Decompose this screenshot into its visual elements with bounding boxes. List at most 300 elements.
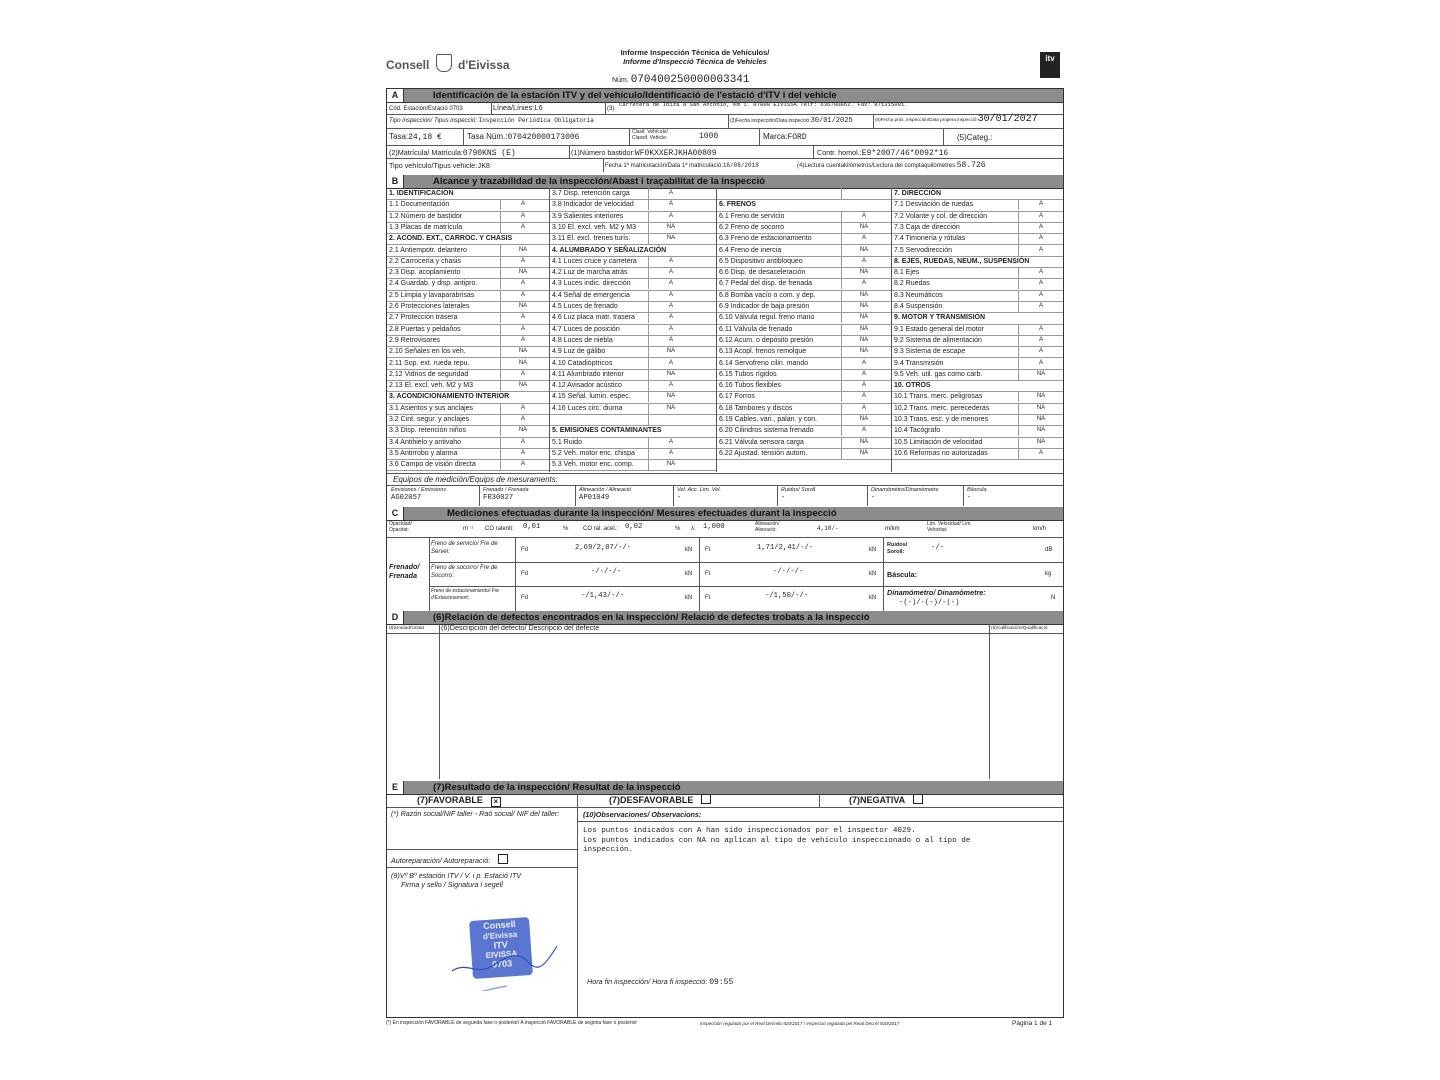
itv-logo-text: itv: [1045, 54, 1055, 63]
inspection-item-label: 8.2 Ruedas: [894, 280, 930, 288]
title-es: Informe Inspección Técnica de Vehículos/: [620, 48, 770, 57]
inspection-item-result: A: [1038, 235, 1043, 242]
hora-fin: [587, 977, 733, 987]
fecha-proxima: [875, 116, 1038, 124]
inspection-item-result: NA: [859, 336, 869, 343]
servicio-fd-unit: kN: [685, 547, 693, 553]
inspection-item-result: A: [668, 257, 673, 264]
inspection-item-result: A: [1038, 246, 1043, 253]
equipo-cell: [483, 486, 529, 503]
crest-icon: [436, 54, 452, 72]
opacidad-label: Opacidad/ Opacitat:: [389, 521, 412, 533]
bastidor: [571, 148, 717, 158]
equipo-label: Emisiones / Emissions: [391, 487, 447, 493]
tasa-num: [467, 132, 579, 143]
inspection-item-label: 10.1 Trans. merc. peligrosas: [894, 393, 983, 401]
matricula-label: (2)Matrícula/ Matrícula:: [389, 148, 463, 157]
bastidor-value: WF0KXXERJKHA00809: [634, 149, 717, 158]
inspection-item-label: 1. IDENTIFICACIÓN: [389, 190, 454, 197]
tipo-inspeccion: [389, 117, 594, 125]
section-d-title: (6)Relación de defectos encontrados en la inspección/ Relació de defectes trobats a la inspecció: [433, 612, 870, 623]
logo-consell: [386, 54, 510, 72]
estac-fd-label: Fd: [521, 595, 529, 601]
inspection-item-result: A: [520, 370, 525, 377]
desfavorable-option[interactable]: [609, 794, 711, 806]
hora-label: Hora fin inspección/ Hora fi inspecció:: [587, 977, 708, 986]
col-unidad: (6)Unidad/Unitat: [389, 626, 424, 631]
inspection-item-result: A: [861, 382, 866, 389]
inspection-item-result: NA: [518, 303, 528, 309]
inspection-item-result: A: [1038, 280, 1043, 287]
inspection-item-label: 6.1 Freno de servicio: [719, 212, 785, 220]
inspection-item-label: 4.7 Luces de posición: [552, 325, 620, 333]
inspection-item-label: 7.5 Servodirección: [894, 246, 952, 254]
servicio-ft-unit: kN: [869, 547, 877, 553]
logo-left-text: Consell: [386, 58, 430, 72]
inspection-item-label: 5.2 Veh. motor enc. chispa: [552, 449, 635, 457]
inspection-item-label: 3.1 Asientos y sus anclajes: [389, 404, 474, 412]
inspection-item-label: 4.10 Catadióptricos: [552, 359, 613, 367]
section-b-letter: B: [387, 175, 404, 188]
inspection-item-label: 4.4 Señal de emergencia: [552, 291, 630, 299]
section-c-letter: C: [387, 507, 404, 520]
inspection-item-result: A: [1038, 325, 1043, 332]
inspection-item-result: A: [1038, 201, 1043, 208]
vb-estacion: (9)Vº Bº estación ITV / V. i p. Estació ITV: [391, 871, 522, 880]
equipo-label: Vel. Acc. Lim. Vel.: [677, 487, 722, 493]
inspection-item-label: 6.10 Válvula regul. freno mano: [719, 314, 815, 322]
fecha-matric-value: 16/08/2018: [722, 162, 759, 169]
equipo-label: Ruidos/ Soroll: [781, 487, 816, 493]
inspection-item-label: 9.1 Estado general del motor: [894, 325, 984, 333]
stamp-line-3: ITV: [493, 939, 509, 951]
inspection-item-result: A: [520, 461, 525, 468]
servicio-fd-label: Fd: [521, 547, 529, 553]
footer-regulation: Inspección regulada por el Real Decreto 920/2017 / Inspecció regulada pel Reial Decret 920/2017: [700, 1021, 900, 1026]
inspection-item-label: 6.22 Ajustad. tensión autom.: [719, 449, 808, 457]
cuenta-km-value: 58.726: [956, 161, 986, 170]
equipo-value: AP01049: [579, 494, 610, 502]
inspection-item-result: A: [1038, 223, 1043, 230]
inspection-item-label: 3.5 Antirrobo y alarma: [389, 449, 458, 457]
equipo-value: -: [781, 494, 786, 502]
inspection-item-label: 8.4 Suspensión: [894, 303, 943, 310]
inspection-item-label: 2.6 Protecciones laterales: [389, 303, 470, 310]
section-b-header: [387, 175, 1063, 189]
inspection-item-result: A: [520, 291, 525, 298]
inspection-item-result: NA: [859, 223, 869, 230]
tasa: [389, 132, 442, 143]
inspection-item-label: 3.4 Antihielo y antivaho: [389, 438, 461, 446]
homologacion: [817, 148, 948, 158]
inspection-item-label: 9.2 Sistema de alimentación: [894, 336, 982, 344]
inspection-item-label: 6.6 Disp. de desaceleración: [719, 269, 806, 277]
inspection-item-result: NA: [859, 303, 869, 309]
fecha-insp-label: (3)Fecha inspección/Data inspecció:: [730, 118, 811, 124]
col-descripcion: (6)Descripción del defecto/ Descripció del defecte: [441, 623, 600, 632]
inspection-item-label: 2.3 Disp. acoplamiento: [389, 269, 461, 277]
inspection-item-label: 6.5 Dispositivo antibloqueo: [719, 257, 803, 265]
tasa-label: Tasa:: [389, 132, 409, 141]
negativa-label: (7)NEGATIVA: [849, 795, 906, 805]
inspection-item-result: NA: [1036, 370, 1046, 377]
inspection-item-result: A: [668, 190, 673, 196]
inspection-item-result: NA: [518, 359, 528, 366]
inspection-item-label: 9.3 Sistema de escape: [894, 348, 966, 356]
inspection-item-result: A: [520, 212, 525, 219]
co-acel-value: 0,02: [625, 523, 643, 531]
marca-label: Marca:: [763, 132, 788, 141]
inspection-item-label: 4. ALUMBRADO Y SEÑALIZACIÓN: [552, 246, 667, 254]
stamp-line-2: d'Eivissa: [482, 929, 518, 942]
section-a-title: Identificación de la estación ITV y del vehículo/Identificació de l'estació d'ITV i del vehicle: [433, 90, 837, 101]
inspection-item-result: NA: [666, 393, 676, 400]
socorro-ft-value: -/-/-/-: [773, 568, 804, 576]
inspection-item-result: A: [520, 314, 525, 321]
inspection-item-label: 6.17 Forros: [719, 393, 755, 401]
equipo-cell: [677, 486, 721, 503]
estac-ft-unit: kN: [869, 595, 877, 601]
inspection-item-result: A: [861, 257, 866, 264]
direccion-num: (3): [607, 106, 615, 112]
dinam-label: Dinamómetro/ Dinamòmetre:: [887, 588, 986, 597]
inspection-item-label: 2.12 Vidrios de seguridad: [389, 370, 469, 378]
inspection-item-result: A: [520, 280, 525, 287]
inspection-item-label: 10.6 Reformas no autorizadas: [894, 449, 988, 457]
marca-value: FORD: [787, 133, 807, 142]
inspection-item-label: 10.5 Limitación de velocidad: [894, 438, 983, 446]
inspection-item-label: 7.2 Volante y col. de dirección: [894, 212, 988, 220]
inspection-item-label: 1.1 Documentación: [389, 201, 450, 209]
co-ralenti-value: 0,01: [523, 523, 541, 531]
ruidos-value: -/-: [931, 544, 944, 552]
tipo-inspeccion-label: Tipo inspección/ Tipus inspecció:: [389, 118, 477, 124]
inspection-item-result: A: [861, 393, 866, 400]
servicio-label: Freno de servicio/ Fre de Servei:: [431, 541, 498, 555]
inspection-item-result: A: [520, 257, 525, 264]
equipo-value: FR30027: [483, 494, 514, 502]
inspection-item-result: NA: [666, 223, 676, 230]
linea: [493, 103, 543, 114]
inspection-item-label: 10.2 Trans. merc. perecederas: [894, 404, 990, 412]
inspection-item-result: A: [1038, 212, 1043, 219]
alineacion-unit: m/km: [885, 526, 900, 532]
signature-icon: [447, 931, 567, 991]
inspection-item-result: NA: [1036, 438, 1046, 445]
autoreparacion: [391, 854, 508, 865]
inspection-item-label: 2.1 Antiempotr. delantero: [389, 246, 467, 254]
inspection-item-result: NA: [518, 246, 528, 253]
itv-logo-icon: [1040, 52, 1060, 78]
section-e-title: (7)Resultado de la inspección/ Resultat de la inspecció: [433, 782, 681, 793]
autorep-label: Autoreparación/ Autoreparació:: [391, 856, 491, 865]
inspection-item-label: 6.9 Indicador de baja presión: [719, 303, 810, 310]
equipo-cell: [391, 486, 446, 503]
inspection-item-label: 6.8 Bomba vacío o com. y dep.: [719, 291, 816, 299]
inspection-item-label: 2.8 Puertas y peldaños: [389, 325, 461, 333]
stamp-line-5: 0703: [491, 958, 513, 970]
inspection-item-result: A: [668, 438, 673, 445]
inspection-form: [386, 88, 1064, 1018]
section-b-title: Alcance y trazabilidad de la inspección/Abast i traçabilitat de la inspecció: [433, 176, 766, 187]
cuentakilometros: [797, 162, 986, 170]
inspection-item-label: 6.4 Freno de inercia: [719, 246, 782, 254]
inspection-item-label: 10.4 Tacógrafo: [894, 427, 941, 435]
inspection-item-result: A: [861, 427, 866, 434]
inspection-item-result: A: [861, 212, 866, 219]
ruidos-unit: dB: [1045, 547, 1053, 553]
inspection-row: [550, 459, 716, 471]
inspection-item-result: A: [520, 416, 525, 422]
inspection-item-label: 1.3 Placas de matrícula: [389, 223, 463, 231]
inspection-item-result: A: [520, 449, 525, 456]
dinam-value: -(-)/-(-)/-(-): [899, 599, 960, 607]
inspection-item-result: A: [668, 449, 673, 456]
inspection-item-result: A: [668, 303, 673, 309]
inspection-item-label: 2. ACOND. EXT., CARROC. Y CHASIS: [389, 235, 513, 243]
firma-sello: Firma y sello / Signatura i segell: [401, 880, 503, 889]
co-ralenti-label: CO ralentí:: [485, 526, 515, 532]
inspection-item-label: 4.12 Avisador acústico: [552, 382, 622, 390]
socorro-fd-label: Fd: [521, 571, 529, 577]
equipo-value: AG02057: [391, 494, 422, 502]
inspection-item-label: 8. EJES, RUEDAS, NEUM., SUSPENSIÓN: [894, 257, 1030, 265]
lambda-label: λ:: [691, 526, 696, 532]
inspection-item-result: A: [668, 291, 673, 298]
inspection-item-label: 4.9 Luz de gálibo: [552, 348, 606, 356]
inspection-item-label: 2.11 Sop. ext. rueda repu.: [389, 359, 470, 367]
inspection-item-label: 4.2 Luz de marcha atrás: [552, 269, 628, 277]
inspection-item-label: 3.10 El. excl. veh. M2 y M3: [552, 223, 637, 231]
negativa-checkbox-icon[interactable]: [913, 794, 923, 804]
razon-social: (*) Razón social/NIF taller - Raó social/ NIF del taller:: [391, 809, 560, 818]
fecha-matriculacion: [605, 162, 759, 170]
inspection-item-label: 6.13 Acopl. frenos remolque: [719, 348, 807, 356]
inspection-item-result: A: [668, 201, 673, 208]
logo-right-text: d'Eivissa: [458, 58, 510, 72]
inspection-item-result: A: [861, 280, 866, 287]
inspection-item-label: 9. MOTOR Y TRANSMISIÓN: [894, 314, 986, 322]
equipo-value: -: [677, 494, 682, 502]
inspection-item-result: NA: [859, 438, 869, 445]
inspection-item-result: A: [668, 382, 673, 389]
socorro-fd-value: -/-/-/-: [591, 568, 622, 576]
tipo-inspeccion-value: Inspección Periódica Obligatoria: [478, 117, 594, 124]
co-ralenti-unit: %: [563, 526, 569, 532]
num-label: Núm.: [612, 77, 629, 84]
document-title: [560, 48, 830, 66]
section-d-letter: D: [387, 611, 404, 624]
inspection-item-label: 4.8 Luces de niebla: [552, 336, 613, 344]
matricula-value: 0790KNS (E): [462, 149, 516, 158]
inspection-item-result: A: [668, 269, 673, 276]
inspection-item-label: 3.2 Cint. segur. y anclajes: [389, 416, 470, 423]
inspection-item-label: 5. EMISIONES CONTAMINANTES: [552, 427, 662, 435]
matricula: [389, 148, 516, 158]
inspection-item-result: NA: [666, 235, 676, 242]
hora-value: 09:55: [709, 978, 734, 987]
observaciones-label: (10)Observaciones/ Observacions:: [583, 810, 702, 819]
linea-label: Línea/Línies:: [493, 103, 535, 112]
servicio-ft-value: 1,71/2,41/-/-: [757, 544, 814, 552]
equipo-cell: [967, 486, 987, 503]
equipo-label: Frenado / Frenada: [483, 487, 529, 493]
inspection-item-label: 6.7 Pedal del disp. de frenada: [719, 280, 813, 288]
inspection-item-label: 6.12 Acum. o depósito presión: [719, 336, 814, 344]
inspection-item-label: 6.18 Tambores y discos: [719, 404, 793, 412]
clasif-value: 1000: [699, 132, 719, 141]
opacidad-unit: m⁻¹: [463, 526, 474, 532]
inspection-item-label: 7.1 Desviación de ruedas: [894, 201, 973, 209]
frenado-label: Frenado/ Frenada: [389, 562, 420, 580]
equipo-label: Dinamómetro/Dinamòmetre: [871, 487, 939, 493]
inspection-item-result: A: [520, 325, 525, 332]
inspection-item-label: 3. ACONDICIONAMIENTO INTERIOR: [389, 393, 510, 401]
inspection-item-result: NA: [666, 348, 676, 355]
inspection-item-label: 4.15 Señal. lumin. espec.: [552, 393, 631, 401]
inspection-item-result: NA: [859, 325, 869, 332]
inspection-row: [717, 448, 891, 460]
inspection-item-label: 6.14 Servofreno cilin. mando: [719, 359, 809, 367]
inspection-item-result: A: [861, 370, 866, 377]
inspection-item-label: 9.4 Transmisión: [894, 359, 944, 367]
co-acel-unit: %: [675, 526, 681, 532]
inspection-item-result: NA: [859, 416, 869, 422]
inspection-item-result: NA: [859, 348, 869, 355]
tasa-num-label: Tasa Núm.:: [467, 132, 508, 141]
inspection-item-result: A: [1038, 303, 1043, 309]
inspection-item-label: 3.9 Salientes interiores: [552, 212, 624, 220]
favorable-option[interactable]: [417, 794, 501, 806]
inspection-item-label: 6.11 Válvula de frenado: [719, 325, 793, 333]
inspection-item-result: NA: [1036, 427, 1046, 434]
inspection-item-result: A: [520, 223, 525, 230]
clasif-label-2: Classif. Vehicle:: [632, 135, 668, 141]
inspection-item-result: A: [861, 404, 866, 411]
favorable-checkbox-icon[interactable]: ×: [491, 797, 501, 807]
co-acel-label: CO ral. acel.:: [583, 526, 619, 532]
homol-label: Contr. homol.:: [817, 148, 862, 157]
negativa-option[interactable]: [849, 794, 923, 806]
inspection-item-result: A: [520, 336, 525, 343]
cuenta-km-label: (4)Lectura cuentakilómetros/Lectura del comptaquilòmetres:: [797, 163, 957, 169]
inspection-item-label: 8.1 Ejes: [894, 269, 920, 277]
autorep-checkbox-icon[interactable]: [498, 854, 508, 864]
inspection-row: [387, 459, 549, 471]
alineacion-value: 4,10/-: [817, 525, 839, 532]
linea-value: L6: [534, 105, 543, 113]
ruidos-label: Ruidos/ Soroll:: [887, 542, 908, 555]
obs-line-1: Los puntos indicados con A han sido inspeccionados por el inspector 4029.: [583, 827, 916, 835]
dinam-unit: N: [1051, 595, 1056, 601]
inspection-item-result: A: [861, 235, 866, 242]
inspection-item-label: 10.3 Trans. esc. y de menores: [894, 416, 989, 423]
footer-note: (*) En inspección FAVORABLE de segunda fase o posterior/ A inspecció FAVORABLE de segona fase o posterior: [386, 1020, 638, 1026]
socorro-label: Freno de socorro/ Fre de Socorro:: [431, 565, 498, 579]
obs-line-3: inspección.: [583, 846, 634, 854]
inspection-item-label: 4.11 Alumbrado interior: [552, 370, 624, 378]
inspection-item-result: A: [520, 438, 525, 445]
inspection-item-result: A: [520, 201, 525, 208]
inspection-item-result: NA: [1036, 416, 1046, 422]
stamp-line-4: EIVISSA: [485, 948, 518, 961]
inspection-item-label: 6.19 Cables, vari., palan. y con.: [719, 416, 818, 423]
clasif-label-1: Clasif. Vehículo/: [632, 129, 668, 135]
inspection-item-result: NA: [666, 461, 676, 468]
inspection-item-result: A: [520, 404, 525, 411]
num-value: 070400250000003341: [630, 74, 750, 86]
inspection-item-result: NA: [518, 382, 528, 389]
categoria-label: (5)Categ.:: [957, 133, 993, 142]
footer-page: Página 1 de 1: [1012, 1020, 1053, 1027]
servicio-ft-label: Ft: [705, 547, 711, 553]
inspection-item-result: A: [668, 336, 673, 343]
inspection-item-label: 3.6 Campo de visión directa: [389, 461, 476, 469]
inspection-item-label: 3.8 Indicador de velocidad: [552, 201, 634, 209]
estac-ft-value: -/1,50/-/-: [765, 592, 809, 600]
inspection-item-label: 2.9 Retrovisores: [389, 336, 440, 344]
direccion: Carretera de Ibiza a San Antonio, Km 1. 07800 EIVISSA Telf: 636700862. Fax: 971315001.: [619, 101, 908, 108]
equipo-label: Alineación / Alineació: [579, 487, 632, 493]
inspection-item-label: 6.15 Tubos rígidos: [719, 370, 777, 378]
inspection-item-label: 2.10 Señales en los veh.: [389, 348, 466, 356]
report-number: [612, 74, 750, 86]
inspection-item-label: 6.3 Freno de estacionamiento: [719, 235, 812, 243]
inspection-item-label: 9.5 Veh. util. gas como carb.: [894, 370, 983, 378]
inspection-item-label: 6. FRENOS: [719, 201, 756, 209]
inspection-item-label: 4.5 Luces de frenado: [552, 303, 618, 310]
emissions-row: [387, 520, 1063, 538]
equipo-value: -: [871, 494, 876, 502]
inspection-item-result: A: [668, 280, 673, 287]
inspection-item-result: NA: [518, 427, 528, 434]
tasa-num-value: 070420000173006: [507, 133, 580, 142]
inspection-item-result: NA: [859, 269, 869, 276]
inspection-item-result: NA: [859, 246, 869, 253]
bascula-unit: kg: [1045, 571, 1052, 577]
estac-ft-label: Ft: [705, 595, 711, 601]
inspection-item-result: NA: [518, 348, 528, 355]
inspection-item-label: 4.3 Luces indic. dirección: [552, 280, 631, 288]
desfavorable-checkbox-icon[interactable]: [701, 794, 711, 804]
fecha-prox-value: 30/01/2027: [977, 114, 1038, 125]
title-ca: Informe d'Inspecció Tècnica de Vehicles: [623, 57, 767, 66]
inspection-item-label: 3.11 El. excl. trenes turís.: [552, 235, 631, 243]
lambda-value: 1,000: [703, 523, 725, 531]
inspection-item-result: A: [1038, 449, 1043, 456]
inspection-item-result: A: [668, 359, 673, 366]
inspection-item-result: A: [1038, 336, 1043, 343]
fecha-inspeccion: [730, 117, 853, 125]
inspection-item-result: A: [861, 359, 866, 366]
inspection-item-result: NA: [1036, 404, 1046, 411]
equipo-label: Báscula: [967, 487, 987, 493]
section-a-letter: A: [387, 89, 404, 102]
inspection-item-result: A: [1038, 291, 1043, 298]
inspection-item-result: NA: [666, 404, 676, 411]
favorable-label: (7)FAVORABLE: [417, 795, 483, 805]
result-row: [387, 794, 1063, 808]
inspection-item-label: 6.21 Válvula sensora carga: [719, 438, 804, 446]
fecha-insp-value: 30/01/2025: [810, 117, 853, 125]
inspection-item-result: A: [1038, 269, 1043, 276]
inspection-item-label: 2.7 Protección trasera: [389, 314, 458, 322]
section-e-letter: E: [387, 781, 404, 794]
socorro-ft-unit: kN: [869, 571, 877, 577]
inspection-item-result: NA: [1036, 393, 1046, 400]
inspection-item-label: 2.4 Guardab. y disp. antipro.: [389, 280, 478, 288]
inspection-item-label: 10. OTROS: [894, 382, 931, 390]
